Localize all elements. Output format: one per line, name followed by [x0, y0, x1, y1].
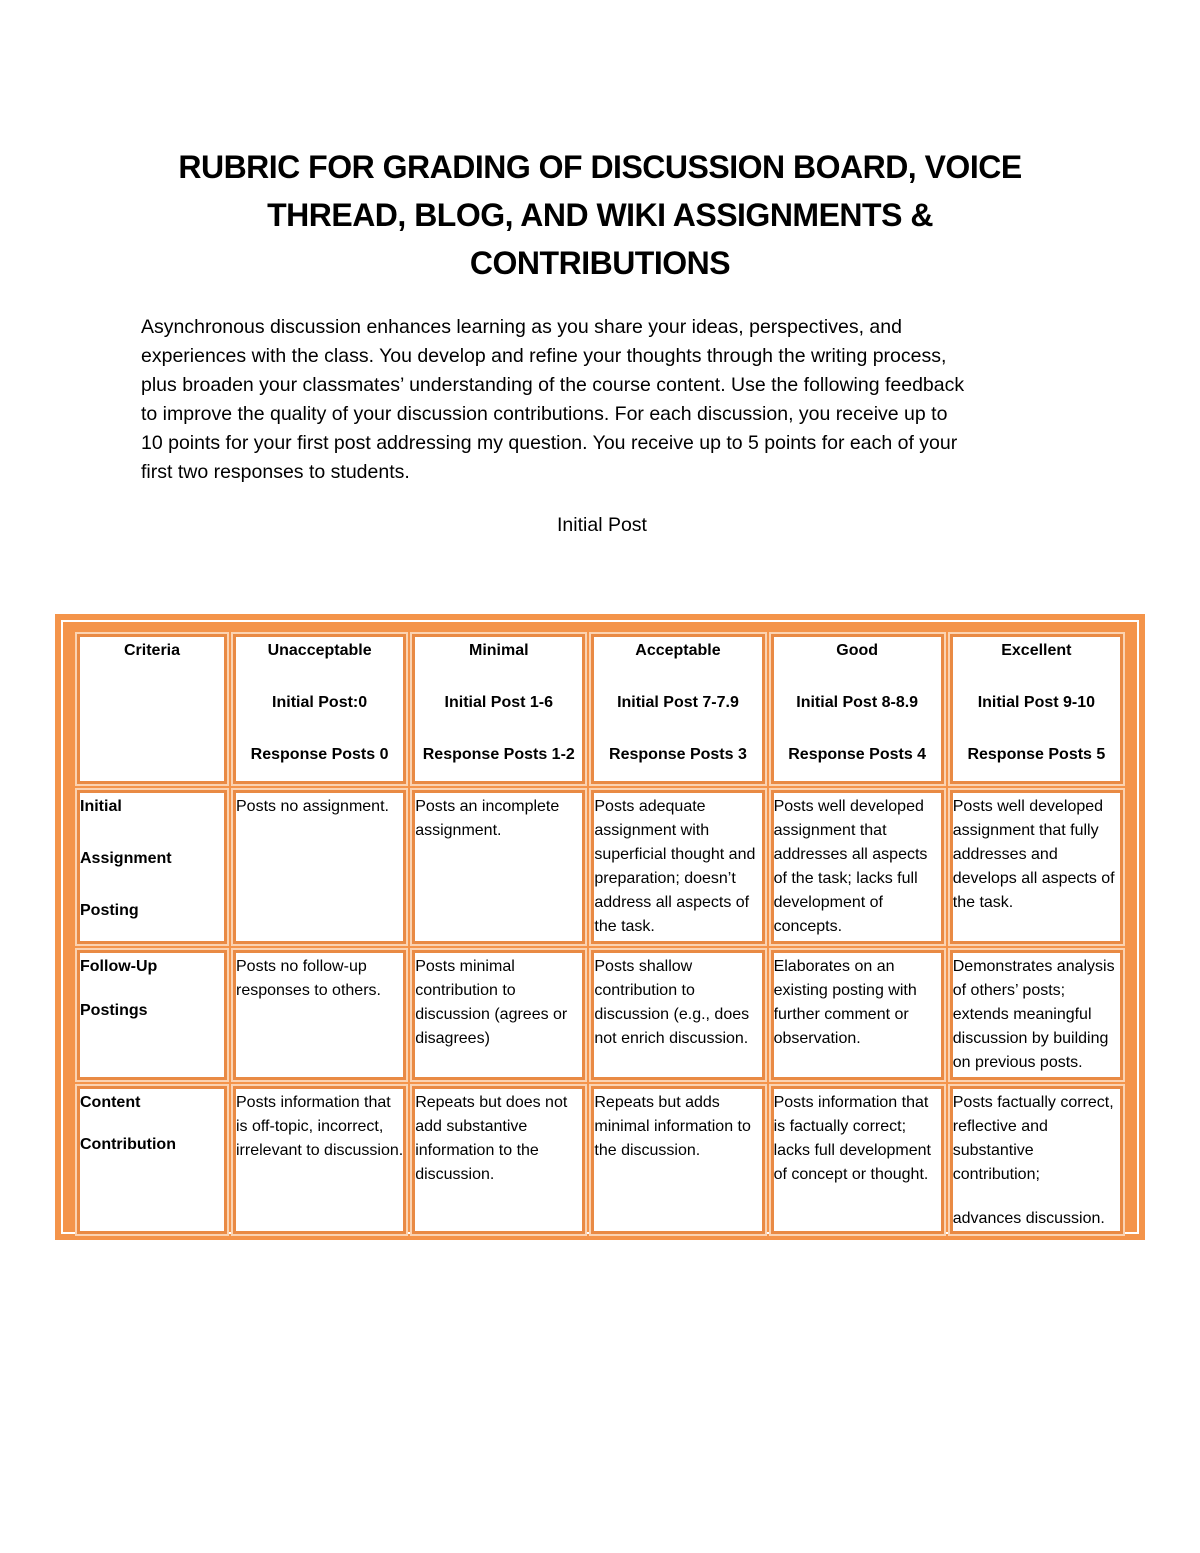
- rubric-row-follow-up: [77, 950, 1123, 1080]
- criteria-header-label: Criteria: [123, 642, 181, 659]
- rubric-cell-text: advances discussion.: [952, 1210, 1105, 1227]
- section-heading: Initial Post: [557, 514, 647, 536]
- criteria-label: Follow-Up: [80, 958, 158, 975]
- rubric-header-row: [77, 634, 1123, 784]
- level-header-minimal: [412, 634, 585, 784]
- criteria-label: Content: [80, 1094, 141, 1111]
- criteria-label: Initial: [80, 798, 122, 815]
- rubric-cell: Posts shallow contribution to discussion (e.g., does not enrich discussion.: [591, 950, 764, 1080]
- rubric-cell: Repeats but does not add substantive information to the discussion.: [412, 1086, 585, 1234]
- title-line: CONTRIBUTIONS: [469, 245, 731, 281]
- intro-paragraph: [141, 313, 1071, 487]
- criteria-header: [77, 634, 227, 784]
- intro-line: Asynchronous discussion enhances learning as you share your ideas, perspectives, and: [141, 316, 902, 338]
- level-response-points: Response Posts 1-2: [422, 746, 575, 763]
- rubric-cell: Posts an incomplete assignment.: [412, 790, 585, 944]
- document-title: [120, 143, 1080, 287]
- rubric-cell: Posts no follow-up responses to others.: [233, 950, 406, 1080]
- criteria-label: Contribution: [80, 1136, 176, 1153]
- rubric-cell: [950, 1086, 1123, 1234]
- criteria-cell: [77, 1086, 227, 1234]
- rubric-cell: Demonstrates analysis of others’ posts; extends meaningful discussion by building on previous posts.: [950, 950, 1123, 1080]
- level-initial-points: Initial Post 1-6: [444, 694, 554, 711]
- rubric-frame: [55, 614, 1145, 1240]
- level-name: Minimal: [469, 642, 529, 659]
- level-response-points: Response Posts 5: [967, 746, 1106, 763]
- rubric-cell: Elaborates on an existing posting with further comment or observation.: [771, 950, 944, 1080]
- title-line: RUBRIC FOR GRADING OF DISCUSSION BOARD, VOICE: [178, 149, 1022, 185]
- rubric-cell: Posts well developed assignment that addresses all aspects of the task; lacks full development of concepts.: [771, 790, 944, 944]
- rubric-cell: Posts information that is off-topic, incorrect, irrelevant to discussion.: [233, 1086, 406, 1234]
- rubric-cell-text: Posts factually correct, reflective and substantive contribution;: [952, 1094, 1114, 1183]
- criteria-cell: [77, 790, 227, 944]
- level-header-acceptable: [591, 634, 764, 784]
- rubric-cell: Posts information that is factually correct; lacks full development of concept or thought.: [771, 1086, 944, 1234]
- level-response-points: Response Posts 3: [609, 746, 747, 763]
- rubric-row-initial-posting: [77, 790, 1123, 944]
- level-header-good: [771, 634, 944, 784]
- level-initial-points: Initial Post 9-10: [977, 694, 1096, 711]
- rubric-cell: Posts minimal contribution to discussion (agrees or disagrees): [412, 950, 585, 1080]
- level-header-excellent: [950, 634, 1123, 784]
- intro-line: plus broaden your classmates’ understanding of the course content. Use the following feedback: [141, 374, 965, 396]
- level-initial-points: Initial Post 8-8.9: [796, 694, 919, 711]
- intro-line: experiences with the class. You develop and refine your thoughts through the writing process,: [141, 345, 947, 367]
- rubric-cell: Posts adequate assignment with superficial thought and preparation; doesn’t address all aspects of the task.: [591, 790, 764, 944]
- level-initial-points: Initial Post:0: [272, 694, 368, 711]
- rubric-inner-border: [61, 620, 1139, 1234]
- criteria-label: Postings: [80, 1002, 148, 1019]
- level-response-points: Response Posts 4: [788, 746, 927, 763]
- level-name: Acceptable: [635, 642, 721, 659]
- rubric-row-content-contribution: [77, 1086, 1123, 1234]
- rubric-cell: Posts well developed assignment that fully addresses and develops all aspects of the task.: [950, 790, 1123, 944]
- level-initial-points: Initial Post 7-7.9: [617, 694, 739, 711]
- rubric-cell: Posts no assignment.: [233, 790, 406, 944]
- rubric-cell: Repeats but adds minimal information to the discussion.: [591, 1086, 764, 1234]
- intro-line: first two responses to students.: [141, 461, 410, 483]
- intro-line: 10 points for your first post addressing my question. You receive up to 5 points for each of your: [141, 432, 958, 454]
- level-name: Excellent: [1001, 642, 1072, 659]
- level-name: Good: [836, 642, 879, 659]
- criteria-cell: [77, 950, 227, 1080]
- level-name: Unacceptable: [267, 642, 372, 659]
- title-line: THREAD, BLOG, AND WIKI ASSIGNMENTS &: [267, 197, 933, 233]
- level-response-points: Response Posts 0: [250, 746, 389, 763]
- criteria-label: Assignment: [80, 850, 172, 867]
- level-header-unacceptable: [233, 634, 406, 784]
- intro-line: to improve the quality of your discussion contributions. For each discussion, you receive up to: [141, 403, 948, 425]
- rubric-table: [71, 628, 1129, 1240]
- criteria-label: Posting: [80, 902, 139, 919]
